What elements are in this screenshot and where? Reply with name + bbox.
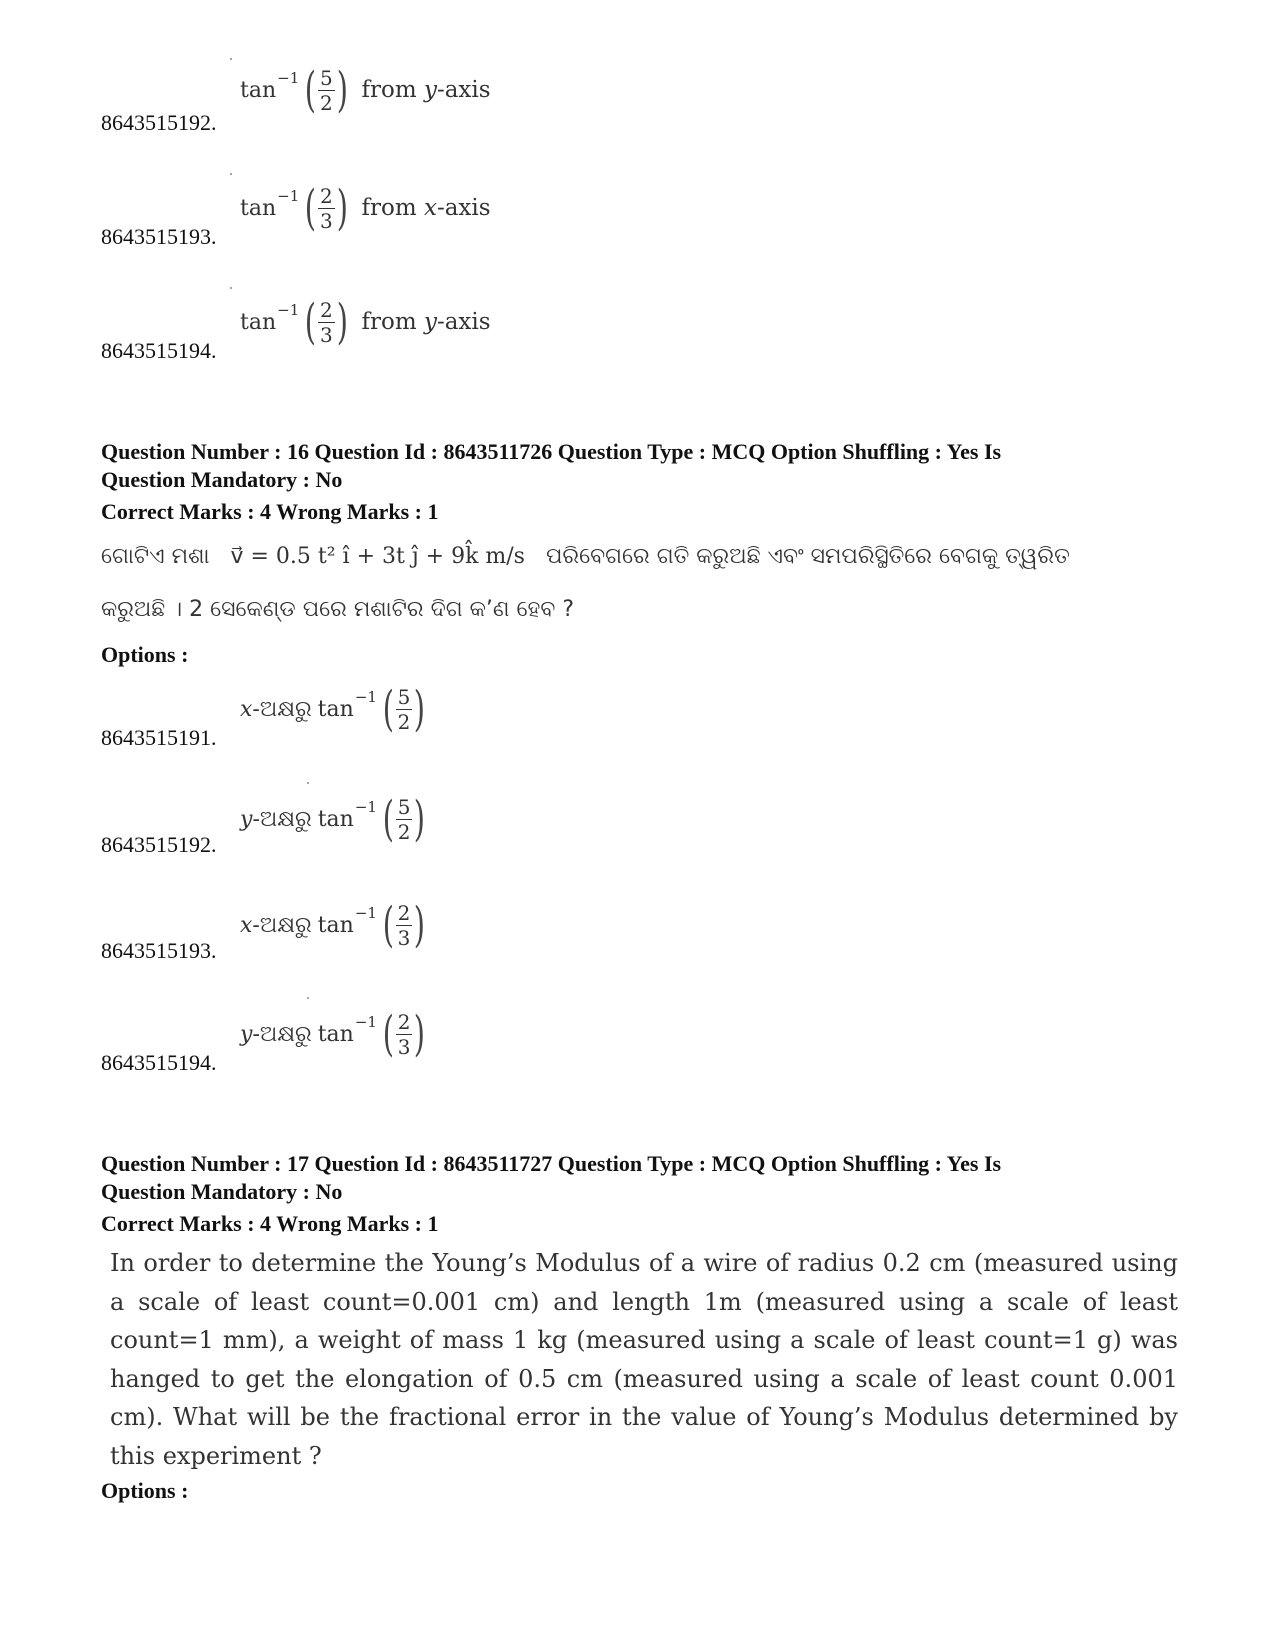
option-expression: x -ଅକ୍ଷରୁ tan −1 ( $\frac{5}{2}$ ) <box>240 681 426 737</box>
option-id: 8643515192. <box>101 110 217 135</box>
option-id: 8643515193. <box>101 938 217 963</box>
question-header: Question Number : 16 Question Id : 8643511726 Question Type : MCQ Option Shuffling : Yes Is Question Mandatory : No Correct Marks : 4 Wrong Marks : 1 <box>101 439 1002 524</box>
option-id: 8643515193. <box>101 224 217 249</box>
option-expression: y -ଅକ୍ଷରୁ tan −1 ( $\frac{2}{3}$ ) <box>240 1006 426 1062</box>
question-text: କରୁଅଛି । 2 ସେକେଣ୍ଡ ପରେ ମଶାଟିର ଦିଗ କ’ଣ ହେବ ? <box>101 597 575 622</box>
question-text: ଗୋଟିଏ ମଶା v⃗ = 0.5 t² î + 3t ĵ + 9k̂ m/s ପରିବେଗରେ ଗତି କରୁଅଛି ଏବଂ ସମପରିସ୍ଥିତିରେ ବେଗକୁ ତ୍ୱରିତ <box>101 544 1070 569</box>
stray-dot <box>230 287 232 289</box>
option-expression: x -ଅକ୍ଷରୁ tan −1 ( $\frac{2}{3}$ ) <box>240 897 426 953</box>
options-label: Options : <box>101 642 189 667</box>
stray-dot <box>307 782 309 784</box>
option-id: 8643515192. <box>101 832 217 857</box>
option-id: 8643515194. <box>101 338 217 363</box>
question-header: Question Number : 17 Question Id : 8643511727 Question Type : MCQ Option Shuffling : Yes Is Question Mandatory : No Correct Marks : 4 Wrong Marks : 1 <box>101 1151 1002 1236</box>
option-expression: tan −1 ( $\frac{2}{3}$ ) from x-axis <box>240 180 491 236</box>
stray-dot <box>307 997 309 999</box>
question-text: In order to determine the Young’s Modulus of a wire of radius 0.2 cm (measured using a scale of least count=0.001 cm) and length 1m (measured using a scale of least count=1 mm), a weight of mass 1 kg (measured using a scale of least count=1 g) was hanged to get the elongation of 0.5 cm (measured using a scale of least count 0.001 cm). What will be the fractional error in the value of Young’s Modulus determined by this experiment ? <box>110 1249 1178 1470</box>
option-id: 8643515194. <box>101 1050 217 1075</box>
options-label: Options : <box>101 1478 189 1503</box>
option-expression: tan −1 ( $\frac{2}{3}$ ) from y-axis <box>240 294 491 350</box>
option-expression: tan −1 ( $\frac{5}{2}$ ) from y-axis <box>240 62 491 118</box>
stray-dot <box>230 58 232 60</box>
stray-dot <box>230 173 232 175</box>
option-id: 8643515191. <box>101 725 217 750</box>
option-expression: y -ଅକ୍ଷରୁ tan −1 ( $\frac{5}{2}$ ) <box>240 791 426 847</box>
